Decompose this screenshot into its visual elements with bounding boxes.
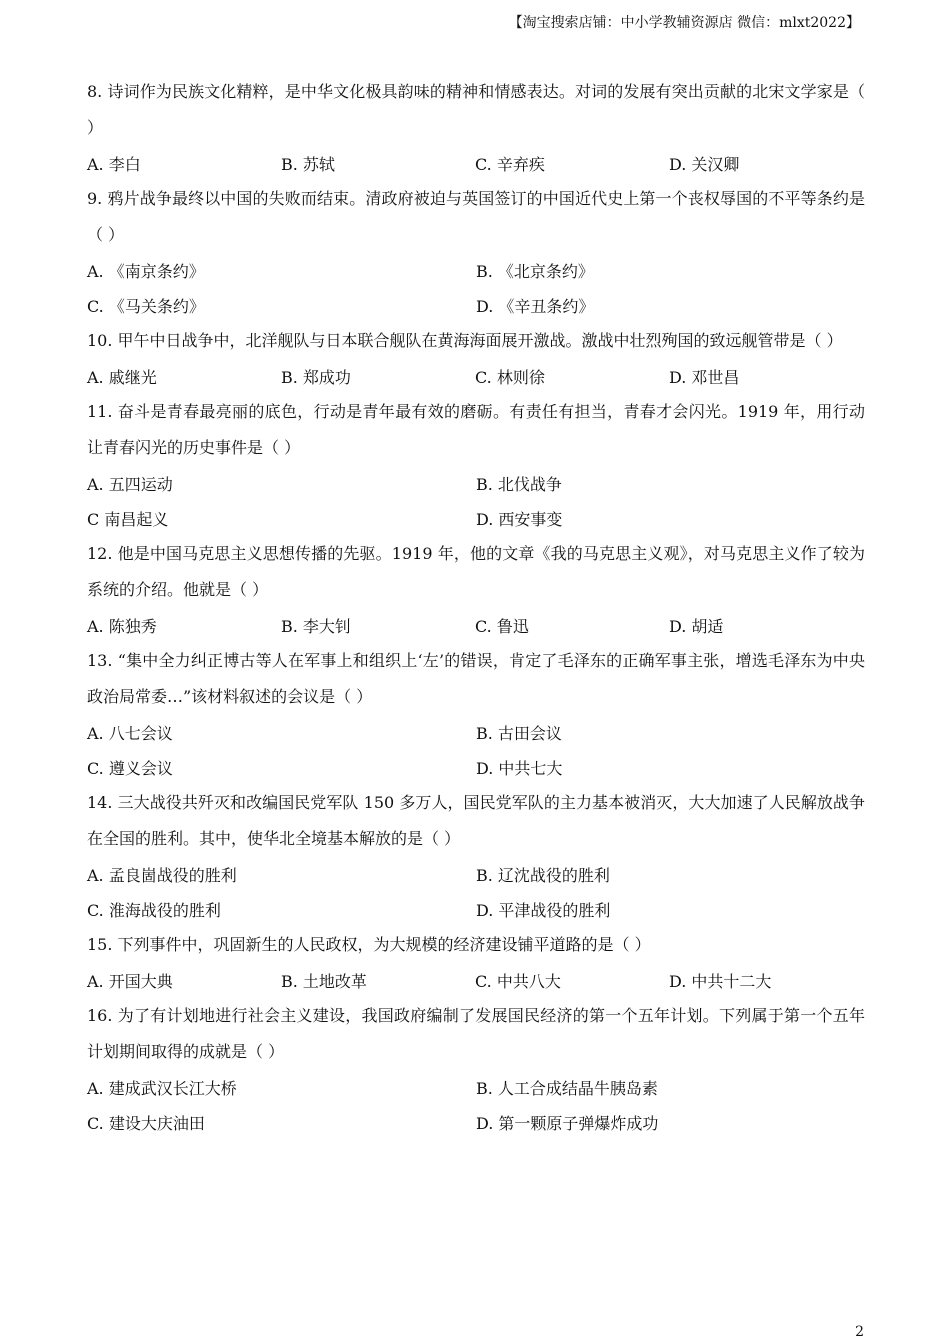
option-b: B. 土地改革: [281, 972, 367, 991]
option-row: [87, 892, 865, 927]
option-d: D. 邓世昌: [669, 368, 740, 387]
question-14: [87, 785, 865, 927]
question-stem: 10. 甲午中日战争中，北洋舰队与日本联合舰队在黄海海面展开激战。激战中壮烈殉国的致远舰管带是（ ）: [87, 331, 843, 350]
option-b: B. 《北京条约》: [476, 262, 594, 281]
question-15: [87, 927, 865, 998]
option-row: [87, 715, 865, 750]
option-c: C. 鲁迅: [475, 617, 529, 636]
option-row: [87, 1070, 865, 1105]
option-a: A. 五四运动: [87, 475, 173, 494]
option-b: B. 李大钊: [281, 617, 351, 636]
question-list: [87, 74, 865, 1140]
option-d: D. 《辛丑条约》: [476, 297, 595, 316]
option-b: B. 辽沈战役的胜利: [476, 866, 610, 885]
option-a: A. 陈独秀: [87, 617, 157, 636]
question-stem: 12. 他是中国马克思主义思想传播的先驱。1919 年，他的文章《我的马克思主义观》，对马克思主义作了较为系统的介绍。他就是（ ）: [87, 544, 865, 599]
option-c: C. 辛弃疾: [475, 155, 545, 174]
option-a: A. 八七会议: [87, 724, 173, 743]
question-13: [87, 643, 865, 785]
option-d: D. 关汉卿: [669, 155, 740, 174]
question-stem: 16. 为了有计划地进行社会主义建设，我国政府编制了发展国民经济的第一个五年计划。下列属于第一个五年计划期间取得的成就是（ ）: [87, 1006, 865, 1061]
option-c: C. 建设大庆油田: [87, 1114, 205, 1133]
question-8: [87, 74, 865, 181]
question-stem: 11. 奋斗是青春最亮丽的底色，行动是青年最有效的磨砺。有责任有担当，青春才会闪光。1919 年，用行动让青春闪光的历史事件是（ ）: [87, 402, 865, 457]
option-row: [87, 253, 865, 288]
option-row: [87, 857, 865, 892]
question-12: [87, 536, 865, 643]
option-row: [87, 750, 865, 785]
question-10: [87, 323, 865, 394]
option-d: D. 西安事变: [476, 510, 563, 529]
option-b: B. 人工合成结晶牛胰岛素: [476, 1079, 658, 1098]
option-row: [87, 963, 865, 998]
option-row: [87, 466, 865, 501]
option-a: A. 开国大典: [87, 972, 173, 991]
page-header: 【淘宝搜索店铺：中小学教辅资源店 微信：mlxt2022】: [508, 15, 860, 31]
option-b: B. 郑成功: [281, 368, 351, 387]
option-b: B. 古田会议: [476, 724, 562, 743]
option-a: A. 建成武汉长江大桥: [87, 1079, 237, 1098]
option-b: B. 北伐战争: [476, 475, 562, 494]
option-c: C. 《马关条约》: [87, 297, 205, 316]
option-c: C 南昌起义: [87, 510, 169, 529]
option-a: A. 李白: [87, 155, 141, 174]
question-stem: 14. 三大战役共歼灭和改编国民党军队 150 多万人，国民党军队的主力基本被消灭，大大加速了人民解放战争在全国的胜利。其中，使华北全境基本解放的是（ ）: [87, 793, 865, 848]
option-row: [87, 146, 865, 181]
option-c: C. 遵义会议: [87, 759, 173, 778]
option-d: D. 平津战役的胜利: [476, 901, 611, 920]
question-stem: 15. 下列事件中，巩固新生的人民政权，为大规模的经济建设铺平道路的是（ ）: [87, 935, 651, 954]
option-d: D. 中共十二大: [669, 972, 772, 991]
question-11: [87, 394, 865, 536]
option-a: A. 《南京条约》: [87, 262, 205, 281]
option-row: [87, 501, 865, 536]
option-row: [87, 359, 865, 394]
option-d: D. 第一颗原子弹爆炸成功: [476, 1114, 659, 1133]
option-a: A. 戚继光: [87, 368, 157, 387]
question-stem: 8. 诗词作为民族文化精粹，是中华文化极具韵味的精神和情感表达。对词的发展有突出贡献的北宋文学家是（ ）: [87, 82, 865, 137]
option-c: C. 林则徐: [475, 368, 545, 387]
option-c: C. 淮海战役的胜利: [87, 901, 221, 920]
option-row: [87, 1105, 865, 1140]
question-stem: 9. 鸦片战争最终以中国的失败而结束。清政府被迫与英国签订的中国近代史上第一个丧权辱国的不平等条约是（ ）: [87, 189, 865, 244]
option-row: [87, 288, 865, 323]
option-a: A. 孟良崮战役的胜利: [87, 866, 237, 885]
question-16: [87, 998, 865, 1140]
question-stem: 13. “集中全力纠正博古等人在军事上和组织上‘左’的错误，肯定了毛泽东的正确军事主张，增选毛泽东为中央政治局常委…”该材料叙述的会议是（ ）: [87, 651, 865, 706]
option-b: B. 苏轼: [281, 155, 335, 174]
option-d: D. 胡适: [669, 617, 724, 636]
option-c: C. 中共八大: [475, 972, 561, 991]
page-number: 2: [855, 1324, 864, 1340]
option-row: [87, 608, 865, 643]
question-9: [87, 181, 865, 323]
option-d: D. 中共七大: [476, 759, 563, 778]
